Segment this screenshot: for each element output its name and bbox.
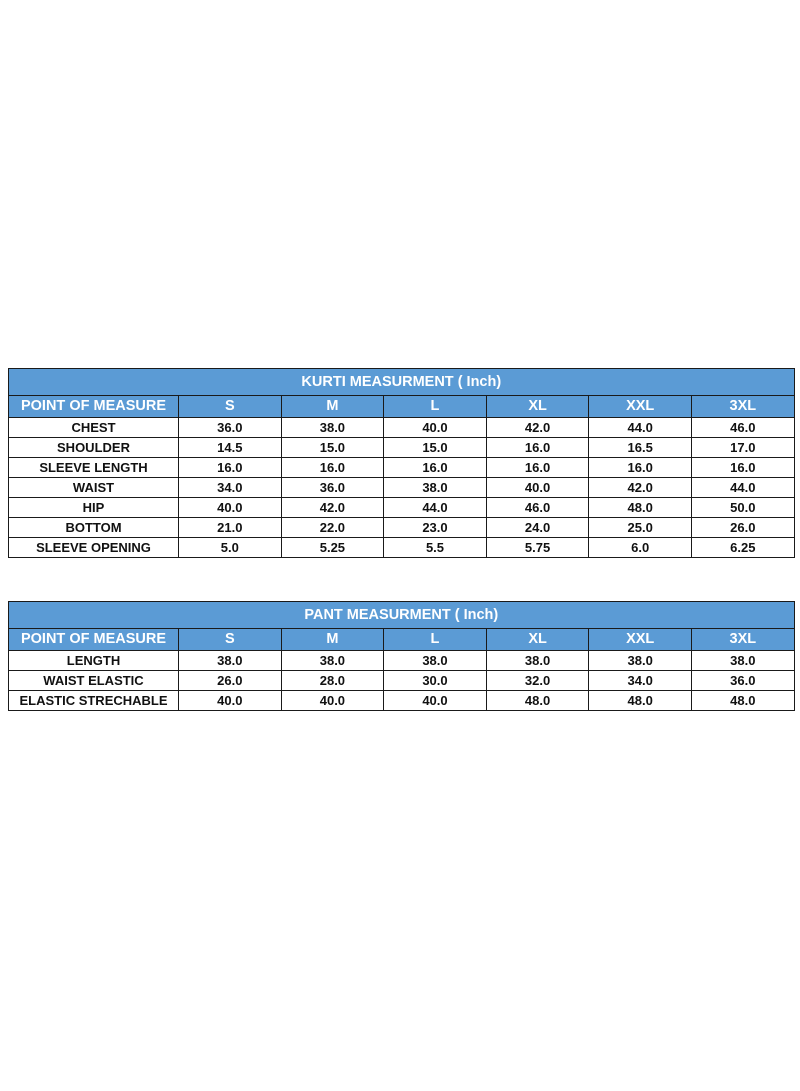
measurement-cell: 38.0: [281, 651, 384, 671]
measurement-cell: 48.0: [691, 691, 794, 711]
measurement-cell: 25.0: [589, 518, 692, 538]
column-header-m: M: [281, 396, 384, 418]
measurement-cell: 16.0: [179, 458, 282, 478]
row-label: WAIST ELASTIC: [9, 671, 179, 691]
measurement-cell: 16.0: [384, 458, 487, 478]
measurement-cell: 50.0: [691, 498, 794, 518]
column-header-3xl: 3XL: [691, 396, 794, 418]
pant-title-row: [9, 602, 795, 629]
measurement-cell: 38.0: [691, 651, 794, 671]
measurement-cell: 32.0: [486, 671, 589, 691]
measurement-cell: 44.0: [589, 418, 692, 438]
measurement-cell: 42.0: [486, 418, 589, 438]
measurement-cell: 28.0: [281, 671, 384, 691]
column-header-s: S: [179, 396, 282, 418]
table-row: [9, 671, 795, 691]
kurti-header-row: [9, 396, 795, 418]
measurement-cell: 38.0: [486, 651, 589, 671]
column-header-point-of-measure: POINT OF MEASURE: [9, 396, 179, 418]
row-label: LENGTH: [9, 651, 179, 671]
table-row: [9, 518, 795, 538]
column-header-3xl: 3XL: [691, 629, 794, 651]
measurement-cell: 15.0: [384, 438, 487, 458]
kurti-table-title: KURTI MEASURMENT ( Inch): [9, 369, 795, 396]
pant-table-body: [9, 651, 795, 711]
measurement-cell: 16.0: [281, 458, 384, 478]
measurement-cell: 34.0: [589, 671, 692, 691]
measurement-cell: 30.0: [384, 671, 487, 691]
row-label: SLEEVE OPENING: [9, 538, 179, 558]
row-label: WAIST: [9, 478, 179, 498]
row-label: HIP: [9, 498, 179, 518]
pant-table-title: PANT MEASURMENT ( Inch): [9, 602, 795, 629]
row-label: SLEEVE LENGTH: [9, 458, 179, 478]
measurement-cell: 40.0: [384, 418, 487, 438]
table-row: [9, 498, 795, 518]
measurement-cell: 46.0: [691, 418, 794, 438]
measurement-cell: 44.0: [384, 498, 487, 518]
kurti-measurement-table: [8, 368, 795, 558]
column-header-l: L: [384, 396, 487, 418]
measurement-cell: 42.0: [589, 478, 692, 498]
measurement-cell: 40.0: [384, 691, 487, 711]
column-header-m: M: [281, 629, 384, 651]
measurement-cell: 40.0: [486, 478, 589, 498]
measurement-cell: 5.75: [486, 538, 589, 558]
table-row: [9, 691, 795, 711]
table-row: [9, 651, 795, 671]
column-header-xxl: XXL: [589, 396, 692, 418]
measurement-cell: 17.0: [691, 438, 794, 458]
measurement-cell: 6.0: [589, 538, 692, 558]
measurement-cell: 44.0: [691, 478, 794, 498]
measurement-cell: 48.0: [589, 691, 692, 711]
measurement-cell: 26.0: [691, 518, 794, 538]
kurti-title-row: [9, 369, 795, 396]
column-header-xl: XL: [486, 629, 589, 651]
measurement-cell: 48.0: [589, 498, 692, 518]
pant-header-row: [9, 629, 795, 651]
measurement-cell: 6.25: [691, 538, 794, 558]
measurement-cell: 40.0: [179, 498, 282, 518]
measurement-cell: 5.25: [281, 538, 384, 558]
table-row: [9, 438, 795, 458]
column-header-xl: XL: [486, 396, 589, 418]
measurement-cell: 23.0: [384, 518, 487, 538]
measurement-cell: 16.0: [691, 458, 794, 478]
measurement-cell: 5.0: [179, 538, 282, 558]
measurement-cell: 15.0: [281, 438, 384, 458]
measurement-cell: 26.0: [179, 671, 282, 691]
table-row: [9, 418, 795, 438]
column-header-point-of-measure: POINT OF MEASURE: [9, 629, 179, 651]
table-row: [9, 458, 795, 478]
measurement-cell: 36.0: [281, 478, 384, 498]
row-label: SHOULDER: [9, 438, 179, 458]
measurement-cell: 16.5: [589, 438, 692, 458]
kurti-table-body: [9, 418, 795, 558]
row-label: CHEST: [9, 418, 179, 438]
table-row: [9, 478, 795, 498]
measurement-cell: 16.0: [589, 458, 692, 478]
measurement-cell: 36.0: [179, 418, 282, 438]
row-label: BOTTOM: [9, 518, 179, 538]
column-header-s: S: [179, 629, 282, 651]
measurement-cell: 40.0: [179, 691, 282, 711]
measurement-cell: 38.0: [384, 651, 487, 671]
measurement-cell: 22.0: [281, 518, 384, 538]
column-header-l: L: [384, 629, 487, 651]
measurement-cell: 16.0: [486, 458, 589, 478]
measurement-cell: 14.5: [179, 438, 282, 458]
measurement-cell: 34.0: [179, 478, 282, 498]
measurement-cell: 46.0: [486, 498, 589, 518]
measurement-cell: 40.0: [281, 691, 384, 711]
measurement-cell: 5.5: [384, 538, 487, 558]
row-label: ELASTIC STRECHABLE: [9, 691, 179, 711]
measurement-cell: 21.0: [179, 518, 282, 538]
measurement-cell: 24.0: [486, 518, 589, 538]
measurement-cell: 36.0: [691, 671, 794, 691]
measurement-cell: 42.0: [281, 498, 384, 518]
measurement-cell: 38.0: [384, 478, 487, 498]
measurement-cell: 48.0: [486, 691, 589, 711]
measurement-cell: 16.0: [486, 438, 589, 458]
pant-measurement-table: [8, 601, 795, 711]
measurement-cell: 38.0: [281, 418, 384, 438]
measurement-cell: 38.0: [589, 651, 692, 671]
measurement-cell: 38.0: [179, 651, 282, 671]
column-header-xxl: XXL: [589, 629, 692, 651]
table-row: [9, 538, 795, 558]
